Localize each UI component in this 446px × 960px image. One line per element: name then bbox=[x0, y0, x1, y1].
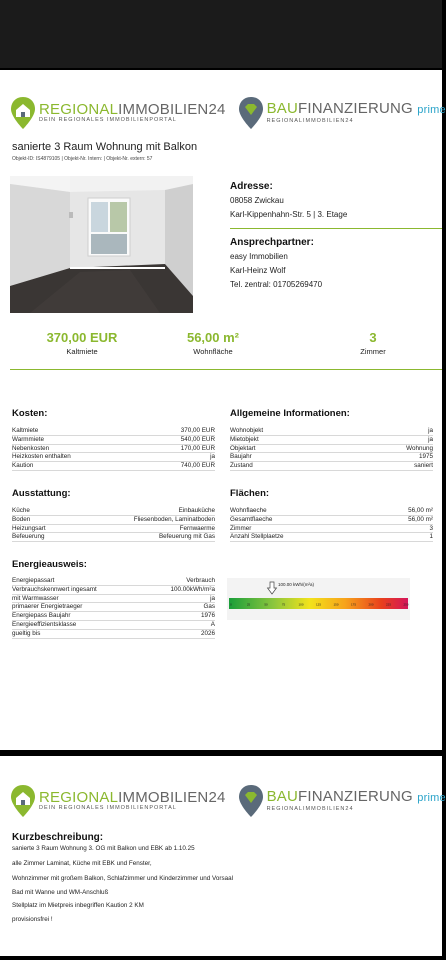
row-value: 740,00 EUR bbox=[180, 462, 215, 470]
row-value: 2026 bbox=[200, 629, 215, 637]
row-value: 1975 bbox=[418, 453, 433, 461]
table-row bbox=[230, 453, 433, 462]
row-value: 56,00 m² bbox=[408, 507, 433, 514]
beschreibung-line: Bad mit Wanne und WM-Anschluß bbox=[12, 889, 109, 896]
listing-title: sanierte 3 Raum Wohnung mit Balkon bbox=[12, 141, 198, 153]
stat-wohnflaeche bbox=[153, 330, 273, 356]
row-key: Mietobjekt bbox=[230, 435, 259, 443]
row-key: Warmmiete bbox=[12, 435, 44, 443]
row-value: Verbrauch bbox=[186, 577, 215, 584]
row-key: Zimmer bbox=[230, 524, 252, 532]
energy-tick-label: 75 bbox=[281, 602, 286, 607]
table-row bbox=[12, 453, 215, 462]
row-value: ja bbox=[210, 453, 215, 461]
table-row bbox=[230, 427, 433, 436]
table-row bbox=[230, 525, 433, 534]
stat-value: 56,00 m² bbox=[186, 330, 240, 345]
pin-diamond-icon bbox=[238, 784, 264, 818]
brand-bau-tagline: REGIONALIMMOBILIEN24 bbox=[266, 806, 354, 812]
row-value: ja bbox=[428, 427, 433, 434]
brand-bau-tagline: REGIONALIMMOBILIEN24 bbox=[266, 118, 354, 124]
home-indicator[interactable] bbox=[142, 945, 300, 950]
table-row bbox=[12, 621, 215, 630]
energy-tick-label: 25 bbox=[246, 602, 251, 607]
listing-ids: Objekt-ID: IS4879105 | Objekt-Nr. Intern: | Objekt-Nr. extern: 57 bbox=[12, 156, 153, 162]
brand-finanzierung: FINANZIERUNG bbox=[298, 788, 413, 805]
table-row bbox=[12, 603, 215, 612]
pin-house-icon bbox=[10, 784, 36, 818]
table-row bbox=[230, 462, 433, 471]
regionalimmobilien24-logo bbox=[10, 784, 226, 818]
brand-bau: BAU bbox=[266, 100, 299, 117]
energy-tick-label: 50 bbox=[264, 602, 268, 607]
top-bar bbox=[0, 0, 442, 68]
table-row bbox=[12, 612, 215, 621]
baufinanzierung-logo bbox=[238, 784, 446, 818]
table-row bbox=[12, 595, 215, 604]
row-value: 170,00 EUR bbox=[180, 444, 215, 452]
row-value: 370,00 EUR bbox=[180, 427, 215, 434]
row-value: ja bbox=[428, 435, 433, 443]
row-key: Befeuerung bbox=[12, 533, 45, 541]
row-value: 100.00kWh/m²a bbox=[170, 585, 215, 593]
stat-value: 3 bbox=[369, 330, 377, 345]
flaechen-table bbox=[230, 507, 433, 542]
row-key: Küche bbox=[12, 507, 30, 514]
brand-regional: REGIONAL bbox=[39, 101, 119, 118]
row-value: Gas bbox=[203, 603, 215, 611]
row-value: Fliesenboden, Laminatboden bbox=[133, 515, 215, 523]
row-key: Zustand bbox=[230, 462, 253, 470]
allgemein-heading: Allgemeine Informationen: bbox=[230, 408, 350, 419]
table-row bbox=[12, 507, 215, 516]
energy-tick-label: 150 bbox=[333, 602, 339, 607]
energy-efficiency-scale bbox=[227, 578, 410, 620]
energy-tick-label: 100 bbox=[298, 602, 304, 607]
row-key: Wohnflaeche bbox=[230, 507, 267, 514]
row-value: Fernwaerme bbox=[179, 524, 215, 532]
brand-prime: prime bbox=[417, 104, 446, 116]
brand-immobilien24: IMMOBILIEN24 bbox=[118, 101, 226, 118]
stat-label: Wohnfläche bbox=[193, 347, 233, 356]
row-value: A bbox=[210, 620, 215, 628]
row-value: ja bbox=[210, 594, 215, 602]
table-row bbox=[12, 445, 215, 454]
energie-heading: Energieausweis: bbox=[12, 559, 87, 570]
row-value: 1 bbox=[429, 533, 433, 541]
table-row bbox=[12, 525, 215, 534]
energy-tick-label: 200 bbox=[368, 602, 374, 607]
flaechen-heading: Flächen: bbox=[230, 488, 270, 499]
brand-tagline: DEIN REGIONALES IMMOBILIENPORTAL bbox=[39, 117, 177, 123]
contact-phone[interactable]: Tel. zentral: 01705269470 bbox=[230, 280, 323, 289]
stats-divider bbox=[10, 369, 442, 370]
row-value: Wohnung bbox=[406, 444, 433, 452]
address-line1: 08058 Zwickau bbox=[230, 196, 284, 205]
table-row bbox=[230, 533, 433, 542]
stat-value: 370,00 EUR bbox=[46, 330, 118, 345]
row-key: Nebenkosten bbox=[12, 444, 50, 452]
row-key: Objektart bbox=[230, 444, 256, 452]
row-key: Kaltmiete bbox=[12, 427, 39, 434]
brand-prime: prime bbox=[417, 792, 446, 804]
contact-name: Karl-Heinz Wolf bbox=[230, 266, 286, 275]
table-row bbox=[12, 630, 215, 639]
row-value: saniert bbox=[414, 462, 433, 470]
brand-bau: BAU bbox=[266, 788, 299, 805]
energy-value-label: 100.00 kWh/(m²a) bbox=[278, 582, 315, 587]
row-value: 1976 bbox=[200, 612, 215, 620]
beschreibung-line: alle Zimmer Laminat, Küche mit EBK und Fenster, bbox=[12, 860, 152, 867]
expose-page-2 bbox=[0, 756, 446, 956]
table-row bbox=[12, 577, 215, 586]
row-value: Befeuerung mit Gas bbox=[158, 533, 215, 541]
row-key: Heizungsart bbox=[12, 524, 46, 532]
row-key: mit Warmwasser bbox=[12, 594, 59, 602]
regionalimmobilien24-logo bbox=[10, 96, 226, 130]
table-row bbox=[12, 436, 215, 445]
energy-tick-label: 175 bbox=[350, 602, 357, 607]
row-value: 56,00 m² bbox=[408, 515, 433, 523]
row-value: Einbauküche bbox=[178, 507, 215, 514]
table-row bbox=[12, 462, 215, 471]
address-heading: Adresse: bbox=[230, 181, 273, 192]
brand-immobilien24: IMMOBILIEN24 bbox=[118, 789, 226, 806]
row-key: Energieeffizientsklasse bbox=[12, 620, 77, 628]
stat-zimmer bbox=[313, 330, 433, 356]
address-divider bbox=[230, 228, 442, 229]
energy-tick-label: 225 bbox=[385, 602, 392, 607]
table-row bbox=[230, 516, 433, 525]
ausstattung-table bbox=[12, 507, 215, 542]
ausstattung-heading: Ausstattung: bbox=[12, 488, 71, 499]
row-key: Energiepass Baujahr bbox=[12, 612, 71, 620]
header-logos bbox=[10, 96, 446, 130]
kosten-heading: Kosten: bbox=[12, 408, 48, 419]
row-key: gueltig bis bbox=[12, 629, 41, 637]
brand-regional: REGIONAL bbox=[39, 789, 119, 806]
stat-label: Zimmer bbox=[360, 347, 386, 356]
row-key: primaerer Energietraeger bbox=[12, 603, 83, 611]
energy-tick-label: 0 bbox=[230, 602, 232, 607]
energy-tick-label: 250 bbox=[403, 602, 409, 607]
table-row bbox=[230, 445, 433, 454]
table-row bbox=[12, 516, 215, 525]
expose-page-1 bbox=[0, 70, 446, 750]
kosten-table bbox=[12, 427, 215, 471]
table-row bbox=[12, 533, 215, 542]
row-key: Wohnobjekt bbox=[230, 427, 264, 434]
energie-table bbox=[12, 577, 215, 639]
row-key: Heizkosten enthalten bbox=[12, 453, 71, 461]
allgemein-table bbox=[230, 427, 433, 471]
row-key: Kaution bbox=[12, 462, 34, 470]
baufinanzierung-logo bbox=[238, 96, 446, 130]
table-row bbox=[230, 436, 433, 445]
energy-tick-label: 125 bbox=[315, 602, 322, 607]
beschreibung-heading: Kurzbeschreibung: bbox=[12, 832, 104, 843]
header-logos-2 bbox=[10, 784, 446, 818]
pin-house-icon bbox=[10, 96, 36, 130]
stat-kaltmiete bbox=[22, 330, 142, 356]
beschreibung-line: provisionsfrei ! bbox=[12, 916, 53, 923]
beschreibung-line: sanierte 3 Raum Wohnung 3. OG mit Balkon und EBK ab 1.10.25 bbox=[12, 845, 195, 852]
row-key: Gesamtflaeche bbox=[230, 515, 273, 523]
brand-finanzierung: FINANZIERUNG bbox=[298, 100, 413, 117]
row-key: Boden bbox=[12, 515, 31, 523]
table-row bbox=[12, 586, 215, 595]
brand-tagline: DEIN REGIONALES IMMOBILIENPORTAL bbox=[39, 805, 177, 811]
pin-diamond-icon bbox=[238, 96, 264, 130]
contact-company: easy Immobilien bbox=[230, 252, 288, 261]
beschreibung-line: Wohnzimmer mit großem Balkon, Schlafzimmer und Kinderzimmer und Vorsaal bbox=[12, 875, 234, 882]
address-line2: Karl-Kippenhahn-Str. 5 | 3. Etage bbox=[230, 210, 348, 219]
row-key: Baujahr bbox=[230, 453, 252, 461]
beschreibung-line: Stellplatz im Mietpreis inbegriffen Kaution 2 KM bbox=[12, 902, 144, 909]
row-value: 540,00 EUR bbox=[180, 435, 215, 443]
row-value: 3 bbox=[429, 524, 433, 532]
apartment-photo[interactable] bbox=[10, 176, 193, 313]
stat-label: Kaltmiete bbox=[66, 347, 98, 356]
table-row bbox=[230, 507, 433, 516]
row-key: Verbrauchskennwert ingesamt bbox=[12, 585, 97, 593]
contact-heading: Ansprechpartner: bbox=[230, 237, 314, 248]
row-key: Energiepassart bbox=[12, 577, 55, 584]
table-row bbox=[12, 427, 215, 436]
row-key: Anzahl Stellplaetze bbox=[230, 533, 284, 541]
